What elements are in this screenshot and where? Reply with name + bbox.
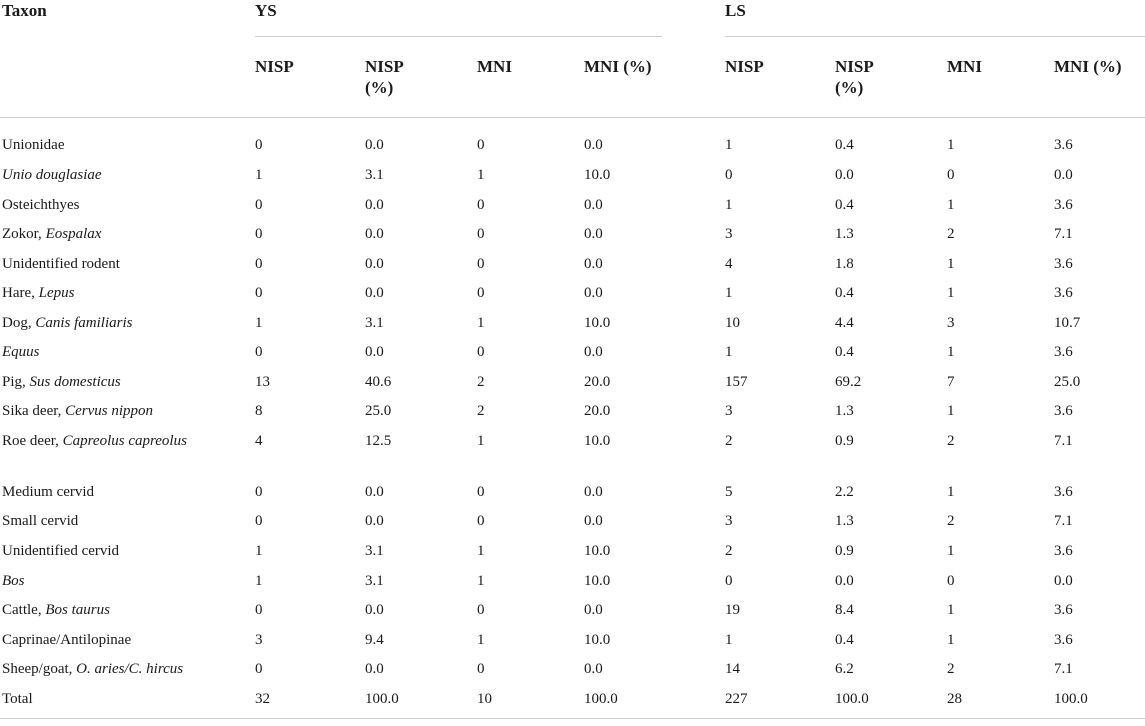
value-cell: 0.0 bbox=[365, 226, 384, 242]
taxon-common-name: Dog, bbox=[2, 315, 36, 331]
value-cell: 0.0 bbox=[584, 344, 603, 360]
value-cell: 0.0 bbox=[584, 256, 603, 272]
value-cell: 0 bbox=[477, 197, 485, 213]
value-cell: 1 bbox=[947, 197, 955, 213]
value-cell: 3.6 bbox=[1054, 602, 1073, 618]
value-cell: 3 bbox=[725, 513, 733, 529]
value-cell: 0.0 bbox=[584, 226, 603, 242]
value-cell: 3 bbox=[255, 632, 263, 648]
taxon-common-name: Sika deer, bbox=[2, 403, 66, 419]
taxon-cell bbox=[2, 599, 242, 621]
taxon-cell bbox=[2, 341, 242, 363]
value-cell: 2 bbox=[947, 433, 955, 449]
value-cell: 0 bbox=[255, 285, 263, 301]
value-cell: 0 bbox=[477, 137, 485, 153]
value-cell: 10.0 bbox=[584, 543, 611, 559]
value-cell: 1 bbox=[255, 315, 263, 331]
taxon-cell bbox=[2, 312, 242, 334]
taxon-cell bbox=[2, 134, 242, 156]
value-cell: 12.5 bbox=[365, 433, 392, 449]
value-cell: 100.0 bbox=[835, 691, 869, 707]
value-cell: 0 bbox=[477, 602, 485, 618]
taxon-cell bbox=[2, 371, 242, 393]
taxon-cell bbox=[2, 282, 242, 304]
value-cell: 1 bbox=[725, 197, 733, 213]
value-cell: 0 bbox=[255, 661, 263, 677]
value-cell: 3.6 bbox=[1054, 137, 1073, 153]
col-header-ys-mni-pct: MNI (%) bbox=[584, 57, 652, 76]
value-cell: 0.0 bbox=[584, 513, 603, 529]
value-cell: 1 bbox=[947, 137, 955, 153]
value-cell: 1 bbox=[947, 632, 955, 648]
taxon-cell bbox=[2, 164, 242, 186]
value-cell: 3.6 bbox=[1054, 256, 1073, 272]
col-header-ls-mni-pct: MNI (%) bbox=[1054, 57, 1122, 76]
value-cell: 0.0 bbox=[584, 285, 603, 301]
value-cell: 20.0 bbox=[584, 403, 611, 419]
value-cell: 0 bbox=[255, 344, 263, 360]
value-cell: 0.0 bbox=[584, 137, 603, 153]
value-cell: 1 bbox=[947, 256, 955, 272]
value-cell: 7.1 bbox=[1054, 661, 1073, 677]
taxon-scientific-name: Unio douglasiae bbox=[2, 167, 102, 183]
taxon-cell bbox=[2, 400, 242, 422]
taxon-scientific-name: Capreolus capreolus bbox=[62, 433, 187, 449]
value-cell: 3.1 bbox=[365, 573, 384, 589]
value-cell: 8 bbox=[255, 403, 263, 419]
taxon-scientific-name: Equus bbox=[2, 344, 40, 360]
value-cell: 0.0 bbox=[584, 484, 603, 500]
taxon-cell bbox=[2, 570, 242, 592]
value-cell: 10.7 bbox=[1054, 315, 1081, 331]
value-cell: 2 bbox=[725, 543, 733, 559]
value-cell: 3.6 bbox=[1054, 632, 1073, 648]
col-header-ys-mni: MNI bbox=[477, 57, 512, 76]
value-cell: 0.0 bbox=[835, 167, 854, 183]
value-cell: 0 bbox=[947, 167, 955, 183]
value-cell: 0 bbox=[255, 137, 263, 153]
value-cell: 20.0 bbox=[584, 374, 611, 390]
value-cell: 0.0 bbox=[584, 602, 603, 618]
taxon-cell bbox=[2, 430, 242, 452]
taxon-scientific-name: Lepus bbox=[38, 285, 75, 301]
value-cell: 0.9 bbox=[835, 433, 854, 449]
value-cell: 10.0 bbox=[584, 167, 611, 183]
value-cell: 157 bbox=[725, 374, 748, 390]
value-cell: 4 bbox=[255, 433, 263, 449]
value-cell: 7.1 bbox=[1054, 513, 1073, 529]
value-cell: 0.4 bbox=[835, 344, 854, 360]
value-cell: 0 bbox=[255, 226, 263, 242]
group-header-ys: YS bbox=[255, 1, 277, 20]
value-cell: 100.0 bbox=[584, 691, 618, 707]
value-cell: 1 bbox=[947, 543, 955, 559]
value-cell: 3 bbox=[725, 403, 733, 419]
value-cell: 1 bbox=[725, 344, 733, 360]
taxon-scientific-name: Bos bbox=[2, 573, 25, 589]
value-cell: 1 bbox=[725, 285, 733, 301]
value-cell: 100.0 bbox=[365, 691, 399, 707]
value-cell: 9.4 bbox=[365, 632, 384, 648]
value-cell: 2 bbox=[947, 661, 955, 677]
taxon-cell bbox=[2, 223, 242, 245]
col-header-ys-nisp: NISP bbox=[255, 57, 294, 76]
value-cell: 2.2 bbox=[835, 484, 854, 500]
value-cell: 227 bbox=[725, 691, 748, 707]
value-cell: 10 bbox=[725, 315, 740, 331]
value-cell: 1 bbox=[477, 315, 485, 331]
value-cell: 10.0 bbox=[584, 573, 611, 589]
value-cell: 0 bbox=[255, 513, 263, 529]
taxon-common-name: Caprinae/Antilopinae bbox=[2, 632, 132, 648]
value-cell: 10.0 bbox=[584, 632, 611, 648]
value-cell: 0 bbox=[947, 573, 955, 589]
value-cell: 0.4 bbox=[835, 137, 854, 153]
value-cell: 0.0 bbox=[365, 344, 384, 360]
col-header-ls-nisp-pct: NISP (%) bbox=[835, 57, 873, 97]
value-cell: 3.1 bbox=[365, 167, 384, 183]
taxon-scientific-name: O. aries/C. hircus bbox=[76, 661, 184, 677]
value-cell: 0.0 bbox=[365, 484, 384, 500]
taxon-common-name: Small cervid bbox=[2, 513, 79, 529]
value-cell: 3.1 bbox=[365, 543, 384, 559]
taxon-scientific-name: Bos taurus bbox=[45, 602, 110, 618]
value-cell: 1 bbox=[725, 137, 733, 153]
value-cell: 3.1 bbox=[365, 315, 384, 331]
value-cell: 40.6 bbox=[365, 374, 392, 390]
value-cell: 4.4 bbox=[835, 315, 854, 331]
value-cell: 2 bbox=[477, 374, 485, 390]
value-cell: 0.0 bbox=[1054, 167, 1073, 183]
value-cell: 0.9 bbox=[835, 543, 854, 559]
value-cell: 3.6 bbox=[1054, 543, 1073, 559]
value-cell: 0.0 bbox=[835, 573, 854, 589]
taxon-cell bbox=[2, 253, 242, 275]
taxon-scientific-name: Eospalax bbox=[45, 226, 102, 242]
value-cell: 0 bbox=[477, 226, 485, 242]
value-cell: 7 bbox=[947, 374, 955, 390]
value-cell: 1 bbox=[477, 632, 485, 648]
value-cell: 0 bbox=[255, 602, 263, 618]
value-cell: 0 bbox=[477, 344, 485, 360]
value-cell: 1 bbox=[947, 344, 955, 360]
value-cell: 1 bbox=[947, 484, 955, 500]
value-cell: 0 bbox=[725, 573, 733, 589]
value-cell: 10.0 bbox=[584, 315, 611, 331]
value-cell: 1 bbox=[725, 632, 733, 648]
taxon-common-name: Unionidae bbox=[2, 137, 65, 153]
col-header-ys-nisp-pct: NISP (%) bbox=[365, 57, 403, 97]
value-cell: 1 bbox=[477, 167, 485, 183]
ys-group-rule bbox=[255, 36, 662, 37]
taxon-common-name: Unidentified rodent bbox=[2, 256, 120, 272]
value-cell: 100.0 bbox=[1054, 691, 1088, 707]
value-cell: 0.0 bbox=[365, 137, 384, 153]
value-cell: 0.0 bbox=[365, 602, 384, 618]
value-cell: 13 bbox=[255, 374, 270, 390]
group-header-ls: LS bbox=[725, 1, 746, 20]
value-cell: 1.3 bbox=[835, 513, 854, 529]
value-cell: 1 bbox=[477, 573, 485, 589]
value-cell: 0.4 bbox=[835, 285, 854, 301]
value-cell: 0.4 bbox=[835, 632, 854, 648]
value-cell: 10.0 bbox=[584, 433, 611, 449]
value-cell: 1 bbox=[947, 602, 955, 618]
value-cell: 0.0 bbox=[1054, 573, 1073, 589]
taxon-common-name: Unidentified cervid bbox=[2, 543, 120, 559]
taxon-common-name: Zokor, bbox=[2, 226, 46, 242]
value-cell: 0.0 bbox=[365, 513, 384, 529]
value-cell: 28 bbox=[947, 691, 962, 707]
value-cell: 1 bbox=[947, 285, 955, 301]
value-cell: 0 bbox=[255, 256, 263, 272]
value-cell: 3.6 bbox=[1054, 484, 1073, 500]
value-cell: 1 bbox=[477, 433, 485, 449]
value-cell: 3.6 bbox=[1054, 197, 1073, 213]
value-cell: 6.2 bbox=[835, 661, 854, 677]
value-cell: 3 bbox=[947, 315, 955, 331]
value-cell: 1 bbox=[255, 573, 263, 589]
value-cell: 0.0 bbox=[365, 197, 384, 213]
value-cell: 7.1 bbox=[1054, 226, 1073, 242]
taxon-common-name: Total bbox=[2, 691, 33, 707]
taxon-header: Taxon bbox=[2, 1, 47, 20]
header-rule bbox=[0, 117, 1145, 118]
value-cell: 0.4 bbox=[835, 197, 854, 213]
col-header-ls-mni: MNI bbox=[947, 57, 982, 76]
value-cell: 19 bbox=[725, 602, 740, 618]
taxon-cell bbox=[2, 629, 242, 651]
value-cell: 2 bbox=[477, 403, 485, 419]
value-cell: 1 bbox=[477, 543, 485, 559]
value-cell: 0 bbox=[255, 197, 263, 213]
value-cell: 32 bbox=[255, 691, 270, 707]
value-cell: 25.0 bbox=[365, 403, 392, 419]
taxon-common-name: Cattle, bbox=[2, 602, 46, 618]
value-cell: 1.8 bbox=[835, 256, 854, 272]
value-cell: 1 bbox=[255, 543, 263, 559]
col-header-ls-nisp: NISP bbox=[725, 57, 764, 76]
value-cell: 3 bbox=[725, 226, 733, 242]
taxon-cell bbox=[2, 194, 242, 216]
value-cell: 10 bbox=[477, 691, 492, 707]
bottom-rule bbox=[0, 718, 1145, 719]
value-cell: 0.0 bbox=[365, 661, 384, 677]
taxon-cell bbox=[2, 540, 242, 562]
value-cell: 0 bbox=[725, 167, 733, 183]
value-cell: 25.0 bbox=[1054, 374, 1081, 390]
value-cell: 1 bbox=[255, 167, 263, 183]
value-cell: 0.0 bbox=[584, 661, 603, 677]
taxon-cell bbox=[2, 688, 242, 710]
taxon-common-name: Medium cervid bbox=[2, 484, 95, 500]
value-cell: 0.0 bbox=[365, 285, 384, 301]
value-cell: 0 bbox=[255, 484, 263, 500]
value-cell: 0 bbox=[477, 285, 485, 301]
taxon-scientific-name: Sus domesticus bbox=[29, 374, 121, 390]
value-cell: 2 bbox=[947, 226, 955, 242]
value-cell: 3.6 bbox=[1054, 285, 1073, 301]
value-cell: 4 bbox=[725, 256, 733, 272]
value-cell: 5 bbox=[725, 484, 733, 500]
taxon-scientific-name: Canis familiaris bbox=[35, 315, 133, 331]
value-cell: 0 bbox=[477, 256, 485, 272]
taxon-scientific-name: Cervus nippon bbox=[65, 403, 154, 419]
value-cell: 0.0 bbox=[584, 197, 603, 213]
value-cell: 2 bbox=[947, 513, 955, 529]
taxon-cell bbox=[2, 481, 242, 503]
value-cell: 0.0 bbox=[365, 256, 384, 272]
value-cell: 3.6 bbox=[1054, 344, 1073, 360]
value-cell: 7.1 bbox=[1054, 433, 1073, 449]
taxon-cell bbox=[2, 510, 242, 532]
taxon-common-name: Osteichthyes bbox=[2, 197, 80, 213]
taxon-common-name: Roe deer, bbox=[2, 433, 63, 449]
value-cell: 0 bbox=[477, 661, 485, 677]
value-cell: 1.3 bbox=[835, 403, 854, 419]
taxon-cell bbox=[2, 658, 242, 680]
value-cell: 0 bbox=[477, 484, 485, 500]
value-cell: 2 bbox=[725, 433, 733, 449]
value-cell: 3.6 bbox=[1054, 403, 1073, 419]
taxon-common-name: Sheep/goat, bbox=[2, 661, 77, 677]
value-cell: 14 bbox=[725, 661, 740, 677]
value-cell: 0 bbox=[477, 513, 485, 529]
value-cell: 1.3 bbox=[835, 226, 854, 242]
taxon-common-name: Pig, bbox=[2, 374, 30, 390]
value-cell: 8.4 bbox=[835, 602, 854, 618]
ls-group-rule bbox=[725, 36, 1145, 37]
taxon-common-name: Hare, bbox=[2, 285, 39, 301]
value-cell: 69.2 bbox=[835, 374, 862, 390]
value-cell: 1 bbox=[947, 403, 955, 419]
